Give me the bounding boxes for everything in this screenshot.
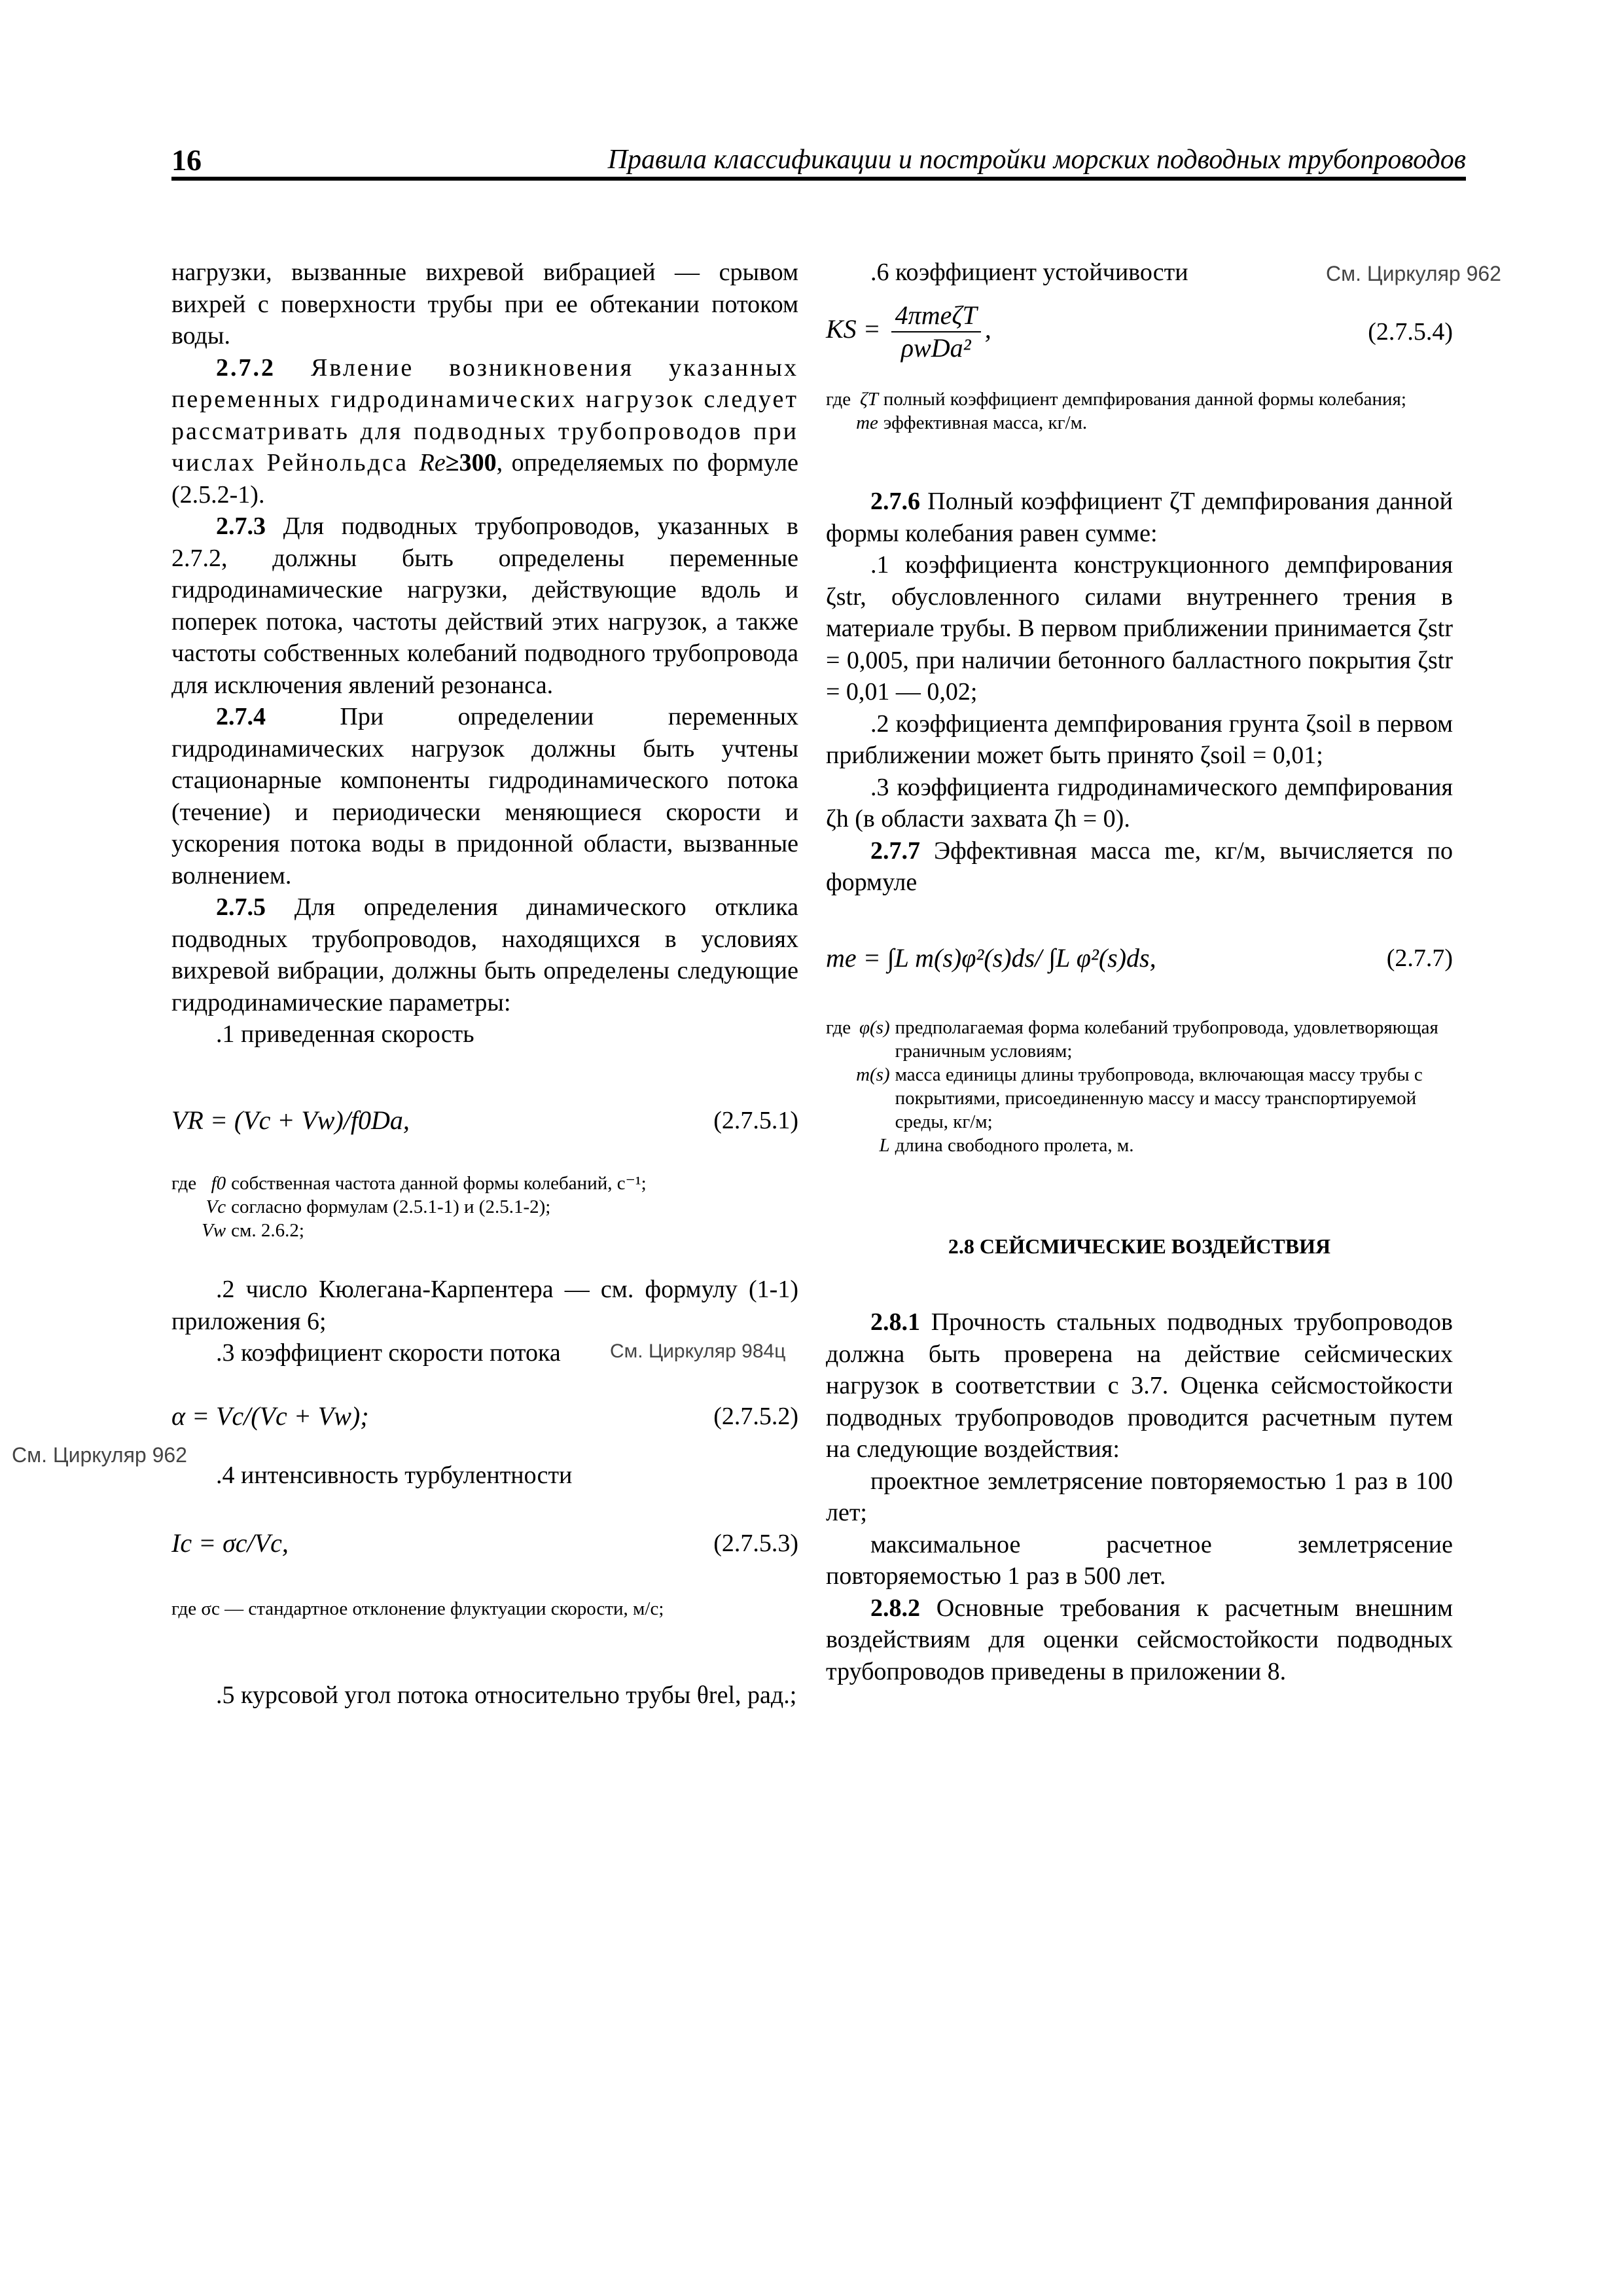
circular-note-left: См. Циркуляр 962 [12, 1443, 187, 1467]
damping-item-3: .3 коэффициента гидродинамического демпфирования ζh (в области захвата ζh = 0). [826, 773, 1453, 833]
circular-note-top-right: См. Циркуляр 962 [1326, 262, 1501, 285]
damping-item-2: .2 коэффициента демпфирования грунта ζsoil в первом приближении может быть принято ζsoil = 0,01; [826, 709, 1453, 769]
item-6-stability-coefficient: .6 коэффициент устойчивости [870, 259, 1188, 286]
item-5-flow-angle: .5 курсовой угол потока относительно трубы θrel, рад.; [216, 1681, 797, 1709]
equation-body: VR = (Vc + Vw)/f0Da, [171, 1105, 410, 1135]
paragraph-2-8-1-b: максимальное расчетное землетрясение повторяемостью 1 раз в 500 лет. [826, 1530, 1453, 1590]
circular-note-mid: См. Циркуляр 984ц [610, 1340, 786, 1362]
paragraph-2-8-2: 2.8.2 Основные требования к расчетным внешним воздействиям для оценки сейсмостойкости подводных трубопроводов приведены в приложении 8. [826, 1594, 1453, 1685]
where-list-5: где φ(s) предполагаемая форма колебаний трубопровода, удовлетворяющая граничным условиям; m(s) масса единицы длины трубопровода, включающая массу трубы с покрытиями, присоединенную массу и массу транспортируемой среды, кг/м; L длина свободного пролета, м. [826, 1017, 1438, 1156]
equation-2-7-5-1 [171, 1105, 798, 1136]
paragraph-2-7-6: 2.7.6 Полный коэффициент ζT демпфирования данной формы колебания равен сумме: [826, 488, 1453, 547]
equation-number: (2.7.5.3) [713, 1529, 798, 1557]
equation-2-7-5-2 [171, 1401, 798, 1431]
right-column [826, 486, 1453, 899]
item-4-turbulence: .4 интенсивность турбулентности [216, 1462, 573, 1489]
fraction-numerator: 4πmeζT [891, 301, 981, 332]
equation-number: (2.7.5.1) [713, 1106, 798, 1134]
equation-2-7-7 [826, 942, 1453, 973]
paragraph-continuation: нагрузки, вызванные вихревой вибрацией — срывом вихрей с поверхности трубы при ее обтекании потоком воды. [171, 259, 798, 350]
section-title-2-8: 2.8 СЕЙСМИЧЕСКИЕ ВОЗДЕЙСТВИЯ [948, 1234, 1331, 1258]
equation-number: (2.7.7) [1386, 944, 1453, 972]
where-list-1: где f0 собственная частота данной формы колебаний, с⁻¹; Vc согласно формулам (2.5.1-1) и (2.5.1-2); Vw см. 2.6.2; [171, 1173, 647, 1241]
paragraph-2-7-4: 2.7.4 При определении переменных гидродинамических нагрузок должны быть учтены стационарные компоненты гидродинамического потока (течение) и периодически меняющиеся скорости и ускорения потока воды в придонной области, вызванные волнением. [171, 703, 798, 889]
paragraph-2-7-5: 2.7.5 Для определения динамического отклика подводных трубопроводов, находящихся в условиях вихревой вибрации, должны быть определены следующие гидродинамические параметры: [171, 893, 798, 1016]
equation-body: α = Vc/(Vc + Vw); [171, 1401, 369, 1431]
equation-number: (2.7.5.4) [1368, 318, 1453, 346]
section-2-8-body [826, 1306, 1453, 1687]
paragraph-2-8-1-a: проектное землетрясение повторяемостью 1 раз в 100 лет; [826, 1467, 1453, 1526]
item-2-keulegan-carpenter: .2 число Кюлегана-Карпентера — см. формулу (1-1) приложения 6; [171, 1276, 798, 1335]
equation-body: me = ∫L m(s)φ²(s)ds/ ∫L φ²(s)ds, [826, 943, 1156, 973]
paragraph-2-8-1: 2.8.1 Прочность стальных подводных трубопроводов должна быть проверена на действие сейсмических нагрузок в соответствии с 3.7. Оценка сейсмостойкости подводных трубопроводов проводится расчетным путем на следующие воздействия: [826, 1308, 1453, 1463]
where-list-4: где ζT полный коэффициент демпфирования данной формы колебания; me эффективная масса, кг/м. [826, 389, 1406, 433]
equation-2-7-5-3 [171, 1528, 798, 1558]
damping-item-1: .1 коэффициента конструкционного демпфирования ζstr, обусловленного силами внутреннего трения в материале трубы. В первом приближении принимается ζstr = 0,005, при наличии бетонного балластного покрытия ζstr = 0,01 — 0,02; [826, 551, 1453, 706]
running-title: Правила классификации и постройки морских подводных трубопроводов [607, 145, 1466, 175]
left-column [171, 257, 798, 1050]
paragraph-2-7-3: 2.7.3 Для подводных трубопроводов, указанных в 2.7.2, должны быть определены переменные гидродинамические нагрузки, действующие вдоль и поперек потока, частоты действий этих нагрузок, а также частоты собственных колебаний подводного трубопровода для исключения явлений резонанса. [171, 512, 798, 699]
paragraph-2-7-2: 2.7.2 Явление возникновения указанных переменных гидродинамических нагрузок следует рассматривать для подводных трубопроводов при числах Рейнольдса Re≥300, определяемых по формуле (2.5.2-1). [171, 353, 798, 509]
equation-2-7-5-4: KS = $\frac{\text{4πmeζT}}{\text{ρwDa²}}$ , (2.7.5.4) [826, 300, 1453, 363]
equation-body: Ic = σc/Vc, [171, 1528, 289, 1558]
equation-lhs: KS = [826, 314, 881, 344]
page-number: 16 [171, 143, 202, 177]
where-sigma: где σc — стандартное отклонение флуктуации скорости, м/с; [171, 1598, 664, 1619]
equation-number: (2.7.5.2) [713, 1402, 798, 1430]
fraction-denominator: ρwDa² [901, 333, 971, 363]
item-1-reduced-velocity: .1 приведенная скорость [216, 1020, 474, 1048]
item-3-flow-coefficient: .3 коэффициент скорости потока [216, 1339, 561, 1367]
fraction [891, 301, 981, 363]
left-column-items [171, 1274, 798, 1369]
paragraph-2-7-7: 2.7.7 Эффективная масса me, кг/м, вычисляется по формуле [826, 836, 1453, 896]
header-rule [171, 177, 1466, 181]
